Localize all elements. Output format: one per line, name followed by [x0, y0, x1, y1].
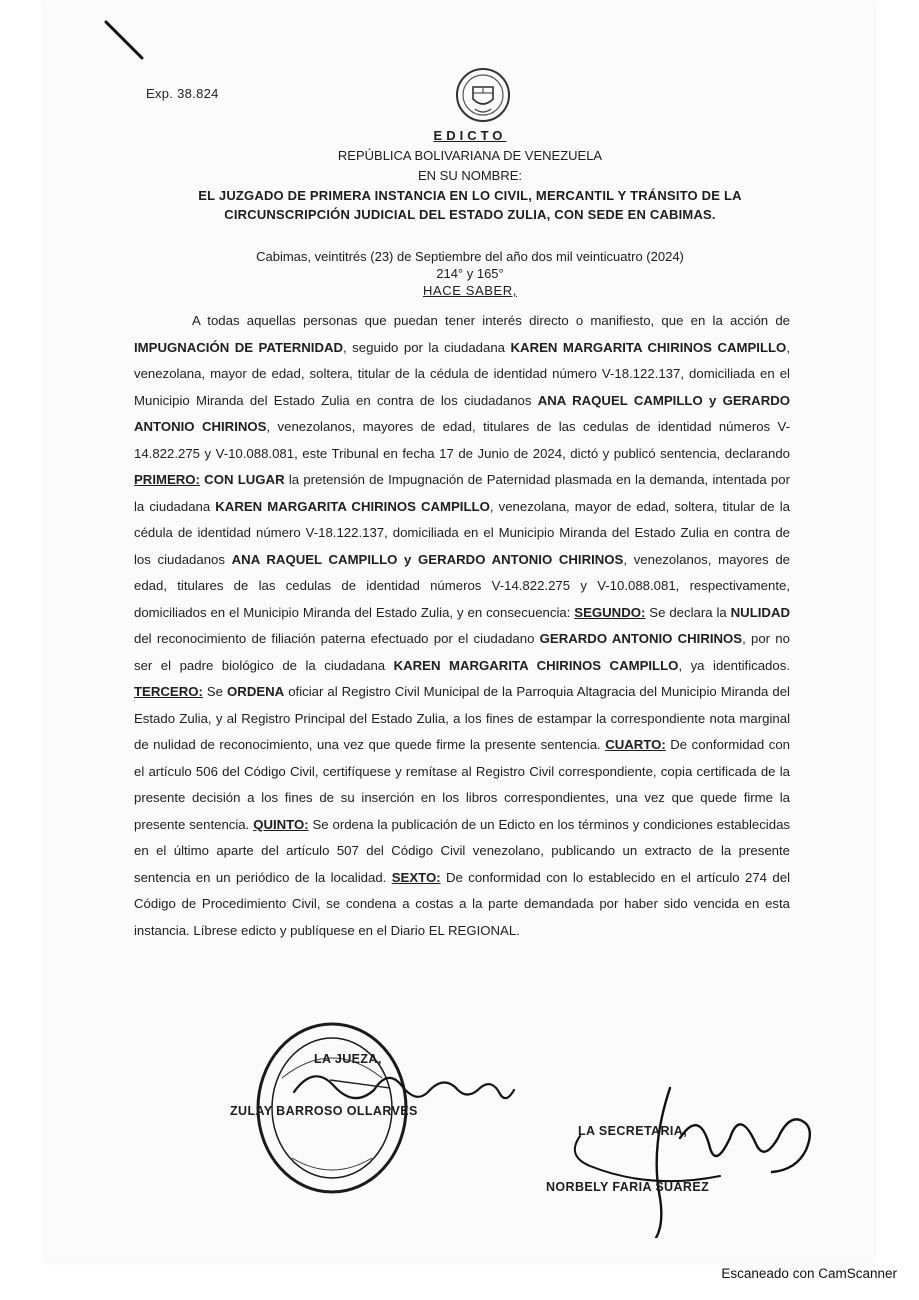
body-bold: GERARDO ANTONIO CHIRINOS [539, 631, 743, 646]
body-text: la pretensión de Impugnación de Paternidad plasmada en la demanda, intentada por la ciudadana [134, 472, 790, 514]
scanner-watermark: Escaneado con CamScanner [721, 1266, 897, 1281]
date-block [120, 248, 820, 299]
court-line-2: CIRCUNSCRIPCIÓN JUDICIAL DEL ESTADO ZULIA, CON SEDE EN CABIMAS. [224, 207, 716, 222]
body-text: , venezolana, mayor de edad, soltera, titular de la cédula de identidad número V-18.122.137, domiciliada en el Municipio Miranda del Estado Zulia en contra de los ciudadanos [134, 339, 790, 408]
secretary-title: LA SECRETARIA, [578, 1124, 688, 1138]
body-bold: NULIDAD [730, 604, 790, 620]
body-text: del reconocimiento de filiación paterna efectuado por el ciudadano [134, 631, 540, 646]
body-text: , venezolana, mayor de edad, soltera, titular de la cédula de identidad número V-18.122.137, domiciliada en el Municipio Miranda del Estado Zulia en contra de los ciudadanos [134, 498, 790, 567]
body-text: Se declara la [645, 604, 731, 620]
body-bold: KAREN MARGARITA CHIRINOS CAMPILLO [510, 339, 787, 355]
section-quinto: QUINTO: [253, 816, 309, 832]
pen-mark [104, 18, 148, 62]
years-line: 214° y 165° [436, 266, 504, 281]
court-line-1: EL JUZGADO DE PRIMERA INSTANCIA EN LO CIVIL, MERCANTIL Y TRÁNSITO DE LA [198, 188, 742, 203]
body-text: De conformidad con el artículo 506 del Código Civil, certifíquese y remítase al Registro Civil correspondiente, copia certificada de la presente decisión a los fines de su inserción en los libros correspondientes, una vez que quede firme la presente sentencia. [134, 737, 790, 832]
body-text: , ya identificados. [678, 657, 790, 673]
judge-title: LA JUEZA, [314, 1052, 382, 1066]
section-tercero: TERCERO: [134, 684, 203, 699]
section-segundo: SEGUNDO: [574, 604, 646, 620]
body-text: Se ordena la publicación de un Edicto en los términos y condiciones establecidas en el último aparte del artículo 507 del Código Civil venezolano, publicando un extracto de la presente sentencia en un periódico de la localidad. [134, 816, 790, 885]
section-sexto: SEXTO: [391, 869, 441, 885]
body-bold: IMPUGNACIÓN DE PATERNIDAD [134, 339, 344, 355]
body-text: oficiar al Registro Civil Municipal de la Parroquia Altagracia del Municipio Miranda del Estado Zulia, y al Registro Principal del Estado Zulia, a los fines de estampar la correspondiente nota marginal de nulidad de reconocimiento, una vez que quede firme la presente sentencia. [134, 684, 790, 752]
edict-body [134, 308, 790, 944]
en-su-nombre: EN SU NOMBRE: [417, 168, 522, 183]
section-cuarto: CUARTO: [605, 737, 666, 752]
body-text: , por no ser el padre biológico de la ciudadana [134, 631, 790, 673]
expediente-number: Exp. 38.824 [146, 86, 219, 101]
body-bold: CON LUGAR [204, 472, 285, 487]
body-bold: ANA RAQUEL CAMPILLO y GERARDO ANTONIO CHIRINOS [134, 392, 791, 434]
coat-of-arms-seal [454, 66, 512, 124]
body-text: A todas aquellas personas que puedan tener interés directo o manifiesto, que en la acción de [192, 313, 790, 328]
republic-line: REPÚBLICA BOLIVARIANA DE VENEZUELA [337, 148, 603, 163]
hace-saber: HACE SABER, [422, 283, 517, 298]
body-text: , venezolanos, mayores de edad, titulares de las cedulas de identidad números V-14.822.275 y V-10.088.081, este Tribunal en fecha 17 de Junio de 2024, dictó y publicó sentencia, declarando [134, 419, 790, 461]
body-bold: KAREN MARGARITA CHIRINOS CAMPILLO [393, 657, 679, 673]
body-text: , seguido por la ciudadana [343, 339, 511, 355]
body-text: Se [202, 684, 228, 699]
section-primero: PRIMERO: [134, 472, 200, 487]
body-bold: ORDENA [227, 684, 285, 699]
body-bold: ANA RAQUEL CAMPILLO y GERARDO ANTONIO CHIRINOS [231, 551, 624, 567]
date-line: Cabimas, veintitrés (23) de Septiembre del año dos mil veinticuatro (2024) [256, 249, 684, 264]
body-bold: KAREN MARGARITA CHIRINOS CAMPILLO [215, 498, 490, 514]
body-text: , venezolanos, mayores de edad, titulares de las cedulas de identidad números V-14.822.275 y V-10.088.081, respectivamente, domiciliados en el Municipio Miranda del Estado Zulia, y en consecuencia: [134, 551, 790, 620]
document-header [120, 126, 820, 224]
body-text: De conformidad con lo establecido en el artículo 274 del Código de Procedimiento Civil, se condena a costas a la parte demandada por haber sido vencida en esta instancia. Líbrese edicto y publíquese en el Diario EL REGIONAL. [134, 869, 790, 938]
secretary-signature [560, 1078, 840, 1238]
document-title: EDICTO [433, 128, 507, 143]
judge-name: ZULAY BARROSO OLLARVES [230, 1104, 418, 1118]
secretary-name: NORBELY FARIA SUAREZ [546, 1180, 710, 1194]
